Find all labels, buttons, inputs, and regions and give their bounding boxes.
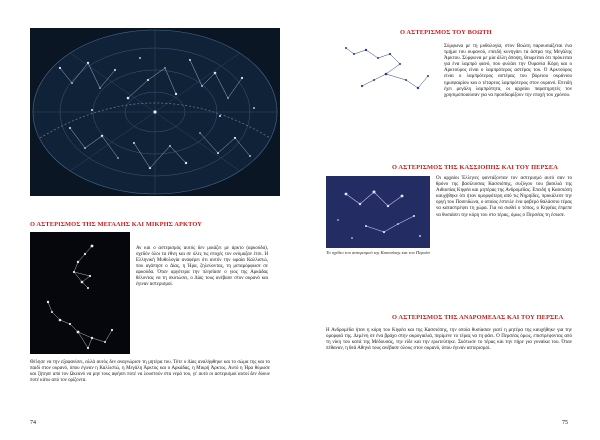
heading-ursa: Ο ΑΣΤΕΡΙΣΜΟΣ ΤΗΣ ΜΕΓΑΛΗΣ ΚΑΙ ΜΙΚΡΗΣ ΑΡΚΤΟΥ (30, 221, 202, 228)
bootes-paragraph: Σύμφωνα με τη μυθολογία, στον Βοώτη παρουσιάζεται ένα τμήμα του ουρανού, επειδή κυνηγάει τα άστρα της Μεγάλης Άρκτου. Σύμφωνα με μία άλλη άποψη, θεωρείται ότι πρόκειται για ένα λαμπρό φανό, που φυλάει την Ουρανία Κόρη και ο Αρκτούρος είναι ο λαμπρότερος αστέρας του. Ο Αρκτούρος είναι ο λαμπρότερος αστέρας του βόρειου ουράνιου ημισφαιρίου και ο τέταρτος λαμπρότερος στον ουρανό. Επειδή έχει μεγάλη λαμπρότητα, οι αρχαίοι παρατηρητές τον χρησιμοποιούσαν για να προσδιορίζουν την εποχή του χρόνου. (444, 44, 572, 98)
star-map-image (30, 28, 280, 196)
heading-bootes: Ο ΑΣΤΕΡΙΣΜΟΣ ΤΟΥ ΒΟΩΤΗ (400, 29, 492, 36)
heading-cassiopeia: Ο ΑΣΤΕΡΙΣΜΟΣ ΤΗΣ ΚΑΣΣΙΟΠΗΣ ΚΑΙ ΤΟΥ ΠΕΡΣΕΑ (392, 164, 558, 171)
ursa-paragraph-1: Αν και ο αστερισμός αυτός δεν μοιάζει με άρκτο (αρκούδα), σχεδόν όλοι τα έθνη και σε όλες τις εποχές τον ονόμαζαν έτσι. Η Ελληνική Μυθολογία αναφέρει ότι αυτόν την ωραία Καλλιστώ, που αγάπησε ο Δίας, η Ήρα, ζηλεύοντας, τη μεταμόρφωσε σε αρκούδα. Όταν αργότερα την πλησίασε ο γιος της Αρκάδας θέλοντας να τη σκοτώσει, ο Δίας τους ανέβασε στον ουρανό και έγιναν αστερισμοί. (136, 246, 268, 287)
ursa-diagram (30, 232, 130, 354)
heading-andromeda: Ο ΑΣΤΕΡΙΣΜΟΣ ΤΗΣ ΑΝΔΡΟΜΕΔΑΣ ΚΑΙ ΤΟΥ ΠΕΡΣΕΑ (392, 314, 564, 321)
bootes-diagram (326, 40, 440, 100)
cassiopeia-caption: Το σχέδιο του αστερισμού της Κασσιόπης και του Περσέα (326, 250, 430, 255)
cassiopeia-paragraph: Οι αρχαίοι Έλληνες φαντάζονταν τον αστερισμό αυτό σαν το θρόνο της βασίλισσας Κασσιόπης, συζύγου του βασιλιά της Αιθιοπίας Κηφέα και μητέρας της Ανδρομέδας. Επειδή η Κασσιόπη καυχήθηκε ότι ήταν ομορφότερη από τις Νηρηίδες, προκάλεσε την οργή του Ποσειδώνα, ο οποίος έστειλε ένα φοβερό θαλάσσιο τέρας να καταστρέψει τη χώρα. Για να σωθεί ο τόπος, ο Κηφέας έπρεπε να θυσιάσει την κόρη του στο τέρας, όμως ο Περσέας τη έσωσε. (436, 176, 572, 218)
page-number-right: 75 (562, 420, 568, 426)
right-page (300, 0, 600, 440)
andromeda-paragraph: Η Ανδρομέδα ήταν η κόρη του Κηφέα και της Κασσιόπης, την οποία θυσίασαν γιατί η μητέρα της καυχήθηκε για την ομορφιά της. Δεμένη σε ένα βράχο στην ακρογιαλιά, περίμενε το τέρας να τη φάει. Ο Περσέας όμως, επιστρέφοντας από τη νίκη του κατά της Μέδουσας, την είδε και την ερωτεύτηκε. Σκότωσε το τέρας και την πήρε για γυναίκα του. Όταν πέθαναν, η θεά Αθηνά τους ανέβασε όλους στον ουρανό, όπου έγιναν αστερισμοί. (326, 328, 572, 352)
page-number-left: 74 (30, 420, 36, 426)
cassiopeia-photo (326, 176, 430, 248)
ursa-paragraph-2: Θέλησε να την εξαφανίσει, αλλά αυτός δεν αναγνώρισε τη μητέρα του. Τότε ο Δίας αναλήφθηκε και το σώμα της και το παιδί στον ουρανό, όπου έγιναν η Καλλιστώ, η Μεγάλη Άρκτος και ο Αρκάδας, η Μικρή Άρκτος. Αυτό η Ήρα θύμωσε και ζήτησε από τον Ωκεανό να μην τους αφήσει ποτέ να λουστούν στα νερά του, γι' αυτό οι αστερισμοί αυτοί δεν δύουν ποτέ κάτω από τον ορίζοντα. (30, 360, 270, 383)
